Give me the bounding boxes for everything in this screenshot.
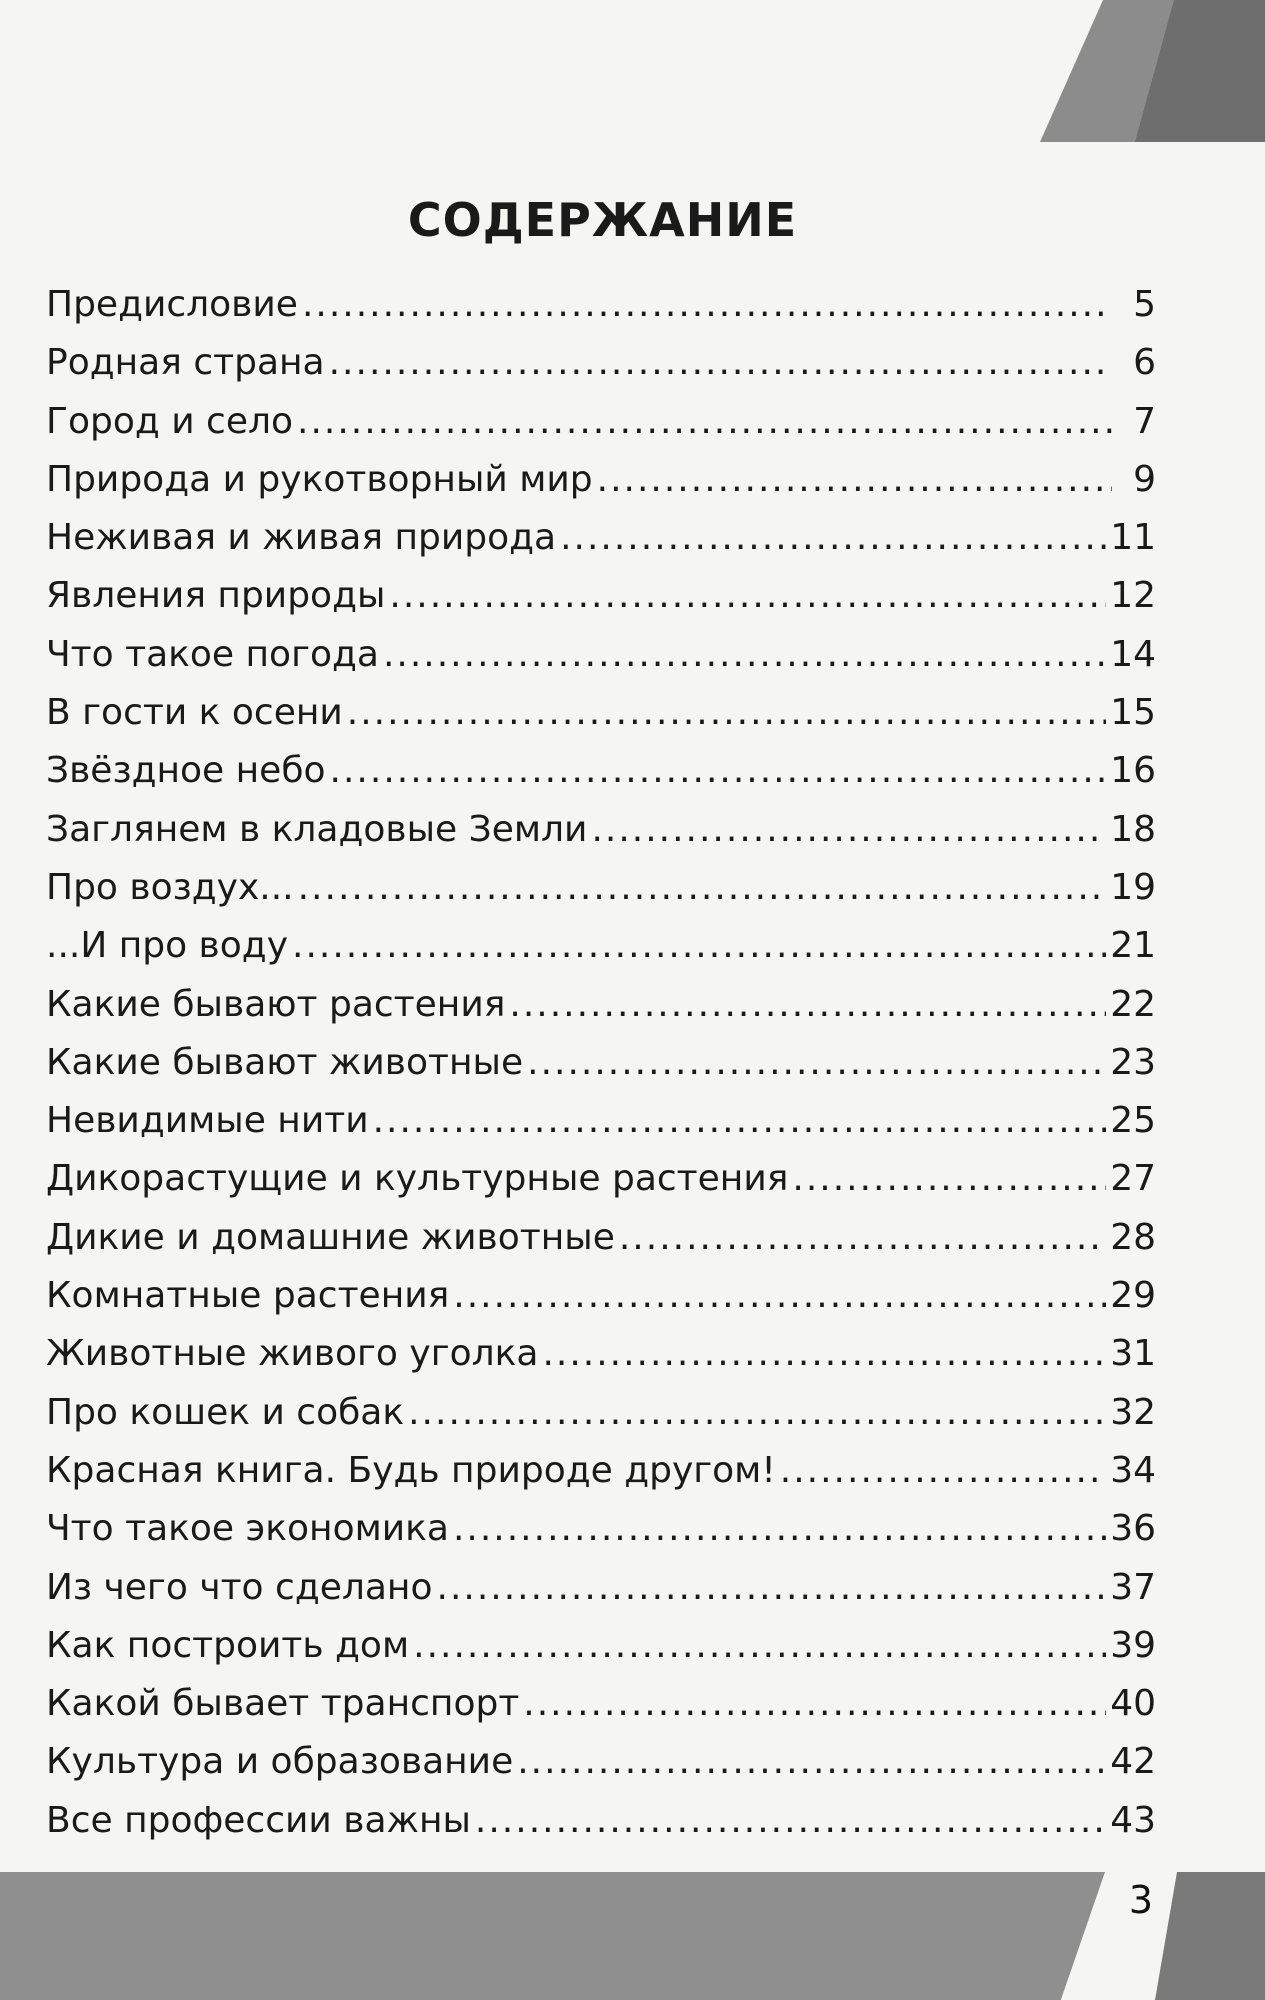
- toc-entry: [46, 1392, 1156, 1450]
- toc-entry-page: 19: [1110, 866, 1156, 908]
- toc-leader-dots: [780, 1450, 1106, 1491]
- toc-entry-title: Какой бывает транспорт: [46, 1683, 520, 1725]
- toc-entry-title: Что такое экономика: [46, 1508, 449, 1550]
- toc-entry-page: 40: [1110, 1683, 1156, 1725]
- toc-entry-page: 34: [1110, 1449, 1156, 1491]
- toc-entry: [46, 575, 1156, 633]
- toc-leader-dots: [408, 1392, 1106, 1433]
- toc-entry-title: Дикорастущие и культурные растения: [46, 1158, 789, 1200]
- toc-entry-page: 5: [1133, 284, 1156, 325]
- toc-entry: [46, 984, 1156, 1042]
- toc-entry-page: 23: [1110, 1041, 1156, 1083]
- toc-entry-title: Неживая и живая природа: [46, 517, 557, 559]
- toc-entry: [46, 1275, 1156, 1333]
- toc-entry-title: Природа и рукотворный мир: [46, 458, 593, 500]
- toc-entry-title: Какие бывают животные: [46, 1041, 524, 1083]
- toc-entry-title: Заглянем в кладовые Земли: [46, 808, 588, 850]
- toc-entry-page: 31: [1110, 1333, 1156, 1375]
- toc-leader-dots: [347, 692, 1106, 733]
- toc-entry-title: Все профессии важны: [46, 1799, 471, 1841]
- toc-leader-dots: [591, 809, 1106, 850]
- toc-leader-dots: [542, 1333, 1106, 1374]
- toc-entry: [46, 1800, 1156, 1858]
- toc-entry: [46, 809, 1156, 867]
- toc-entry-title: Животные живого уголка: [46, 1333, 539, 1375]
- toc-leader-dots: [453, 1275, 1106, 1316]
- toc-leader-dots: [475, 1800, 1106, 1841]
- toc-entry-title: Культура и образование: [46, 1741, 514, 1783]
- toc-entry-title: Звёздное небо: [46, 750, 326, 792]
- toc-entry-page: 6: [1133, 342, 1156, 384]
- toc-entry-title: Невидимые нити: [46, 1100, 369, 1142]
- toc-entry: [46, 925, 1156, 983]
- toc-entry-title: Что такое погода: [46, 633, 379, 675]
- toc-leader-dots: [792, 1158, 1106, 1199]
- toc-entry: [46, 1567, 1156, 1625]
- toc-entry: [46, 750, 1156, 808]
- toc-entry: [46, 1100, 1156, 1158]
- toc-leader-dots: [517, 1741, 1106, 1782]
- toc-entry: [46, 867, 1156, 925]
- toc-entry-page: 12: [1110, 575, 1156, 617]
- page-number: 3: [1128, 1878, 1153, 1922]
- toc-leader-dots: [302, 284, 1112, 325]
- toc-entry-title: ...И про воду: [46, 925, 288, 967]
- toc-leader-dots: [437, 1567, 1107, 1608]
- toc-entry-title: Какие бывают растения: [46, 983, 506, 1025]
- toc-entry-title: Дикие и домашние животные: [46, 1216, 615, 1258]
- toc-leader-dots: [330, 750, 1107, 791]
- toc-leader-dots: [298, 867, 1107, 908]
- toc-leader-dots: [383, 634, 1106, 675]
- toc-entry: [46, 1450, 1156, 1508]
- toc-entry-page: 15: [1110, 692, 1156, 734]
- toc-entry: [46, 634, 1156, 692]
- toc-leader-dots: [619, 1217, 1106, 1258]
- toc-entry-page: 18: [1110, 808, 1156, 850]
- toc-entry-page: 39: [1110, 1624, 1156, 1666]
- toc-entry: [46, 459, 1156, 517]
- toc-entry-title: Предисловие: [46, 284, 298, 325]
- bottom-band-decoration: [0, 1872, 1105, 2000]
- toc-entry-page: 42: [1110, 1741, 1156, 1783]
- toc-entry-page: 7: [1133, 400, 1156, 442]
- toc-leader-dots: [373, 1100, 1107, 1141]
- toc-entry-page: 22: [1110, 983, 1156, 1025]
- toc-entry-title: Явления природы: [46, 575, 386, 617]
- table-of-contents: [46, 284, 1156, 1858]
- toc-entry-page: 16: [1110, 750, 1156, 792]
- toc-entry-page: 9: [1133, 458, 1156, 500]
- toc-entry-page: 11: [1110, 517, 1156, 559]
- toc-entry-page: 25: [1110, 1100, 1156, 1142]
- toc-entry: [46, 1508, 1156, 1566]
- toc-entry-title: Комнатные растения: [46, 1275, 450, 1317]
- toc-leader-dots: [453, 1508, 1106, 1549]
- toc-leader-dots: [509, 984, 1106, 1025]
- toc-entry-page: 43: [1110, 1799, 1156, 1841]
- toc-entry-page: 21: [1110, 925, 1156, 967]
- toc-leader-dots: [413, 1625, 1106, 1666]
- toc-entry-title: Как построить дом: [46, 1624, 410, 1666]
- toc-entry-title: Город и село: [46, 400, 294, 442]
- toc-entry: [46, 1217, 1156, 1275]
- toc-entry-page: 29: [1110, 1275, 1156, 1317]
- toc-entry-title: Про воздух...: [46, 866, 294, 908]
- toc-entry-page: 32: [1110, 1391, 1156, 1433]
- toc-leader-dots: [389, 575, 1106, 616]
- toc-leader-dots: [523, 1683, 1106, 1724]
- toc-entry: [46, 1333, 1156, 1391]
- toc-entry: [46, 1683, 1156, 1741]
- toc-entry: [46, 1741, 1156, 1799]
- toc-entry-page: 27: [1110, 1158, 1156, 1200]
- toc-entry-title: В гости к осени: [46, 692, 343, 734]
- toc-leader-dots: [329, 342, 1112, 383]
- toc-entry: [46, 342, 1156, 400]
- toc-entry: [46, 1158, 1156, 1216]
- toc-entry-title: Из чего что сделано: [46, 1566, 433, 1608]
- toc-entry-page: 28: [1110, 1216, 1156, 1258]
- toc-entry-page: 14: [1110, 633, 1156, 675]
- toc-entry-page: 36: [1110, 1508, 1156, 1550]
- toc-entry: [46, 692, 1156, 750]
- bottom-corner-decoration: [1155, 1872, 1265, 2000]
- toc-entry: [46, 401, 1156, 459]
- page-title: СОДЕРЖАНИЕ: [407, 192, 798, 247]
- toc-leader-dots: [597, 459, 1112, 500]
- toc-entry: [46, 284, 1156, 342]
- toc-entry-title: Про кошек и собак: [46, 1391, 405, 1433]
- toc-entry-page: 37: [1110, 1566, 1156, 1608]
- toc-leader-dots: [560, 517, 1106, 558]
- toc-entry: [46, 517, 1156, 575]
- toc-entry: [46, 1042, 1156, 1100]
- toc-entry: [46, 1625, 1156, 1683]
- toc-leader-dots: [292, 925, 1106, 966]
- toc-entry-title: Родная страна: [46, 342, 325, 384]
- toc-entry-title: Красная книга. Будь природе другом!: [46, 1449, 776, 1491]
- toc-leader-dots: [527, 1042, 1106, 1083]
- toc-leader-dots: [297, 401, 1112, 442]
